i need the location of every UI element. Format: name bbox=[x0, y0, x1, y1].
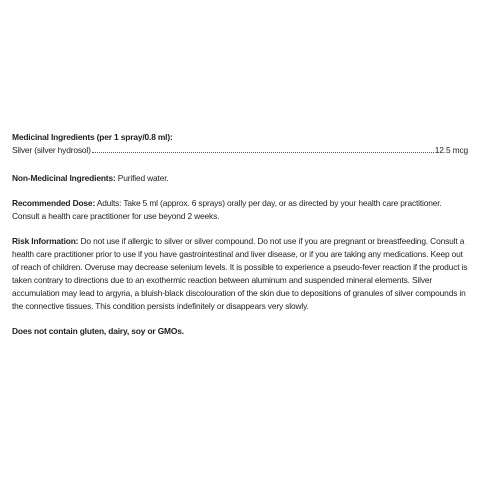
non-medicinal-ingredients bbox=[12, 172, 468, 185]
ingredient-name: Silver (silver hydrosol) bbox=[12, 145, 91, 155]
non-medicinal-text: Purified water. bbox=[115, 173, 169, 183]
recommended-dose-text: Adults: Take 5 ml (approx. 6 sprays) orally per day, or as directed by your health care practitioner. Consult a health care practitioner for use beyond 2 weeks. bbox=[12, 198, 442, 221]
risk-information-label: Risk Information: bbox=[12, 236, 79, 246]
ingredient-amount: 12.5 mcg bbox=[434, 145, 468, 155]
dotted-leader bbox=[92, 152, 434, 153]
recommended-dose-label: Recommended Dose: bbox=[12, 198, 96, 208]
ingredient-row bbox=[12, 144, 468, 157]
medicinal-ingredients-heading: Medicinal Ingredients (per 1 spray/0.8 ml): bbox=[12, 132, 173, 142]
risk-information bbox=[12, 235, 468, 313]
product-label-panel bbox=[12, 131, 468, 350]
non-medicinal-label: Non-Medicinal Ingredients: bbox=[12, 173, 116, 183]
recommended-dose bbox=[12, 197, 468, 223]
risk-information-text: Do not use if allergic to silver or silver compound. Do not use if you are pregnant or breastfeeding. Consult a health care practitioner prior to use if you have gastrointestinal and liver disease, or if you are taking any medications. Keep out of reach of children. Overuse may decrease selenium levels. It is possible to experience a pseudo-fever reaction if the product is taken contrary to directions due to an exothermic reaction between aluminum and suspended mineral elements. Silver accumulation may lead to argyria, a bluish-black discolouration of the skin due to depositions of granules of silver compounds in the connective tissues. This condition persists indefinitely or disappears very slowly. bbox=[12, 236, 468, 311]
allergen-statement: Does not contain gluten, dairy, soy or GMOs. bbox=[12, 326, 184, 336]
